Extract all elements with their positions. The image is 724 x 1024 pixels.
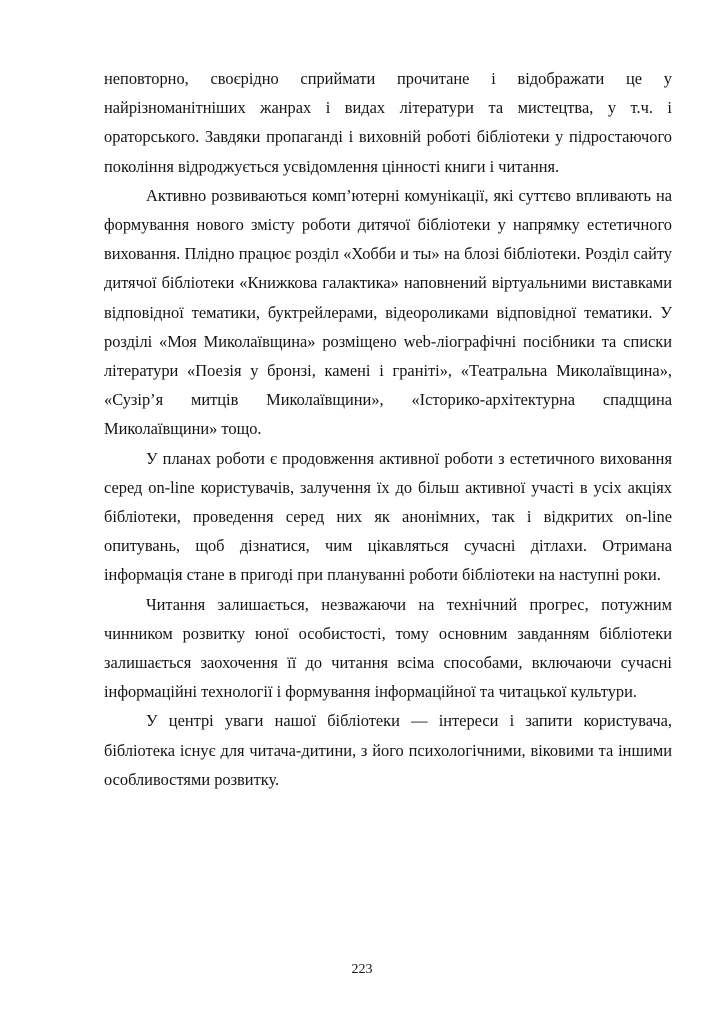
paragraph-continuation: неповторно, своєрідно сприймати прочитане і відображати це у найрізноманітніших жанрах і видах літератури та мистецтва, у т.ч. і ораторського. Завдяки пропаганді і виховній роботі бібліотеки у підростаючого покоління відроджується усвідомлення цінності книги і читання. [104,69,672,176]
paragraph-library-focus: У центрі уваги нашої бібліотеки — інтереси і запити користувача, бібліотека існує для читача-дитини, з його психологічними, віковими та іншими особливостями розвитку. [104,711,672,789]
paragraph-reading-importance: Читання залишається, незважаючи на технічний прогрес, потужним чинником розвитку юної особистості, тому основним завданням бібліотеки залишається заохочення її до читання всіма способами, включаючи сучасні інформаційні технології і формування інформаційної та читацької культури. [104,594,672,702]
paragraph-work-plans: У планах роботи є продовження активної роботи з естетичного виховання серед on-line користувачів, залучення їх до більш активної участі в усіх акціях бібліотеки, проведення серед них як анонімних, так і відкритих on-line опитувань, щоб дізнатися, чим цікавляться сучасні дітлахи. Отримана інформація стане в пригоді при плануванні роботи бібліотеки на наступні роки. [104,448,672,585]
paragraph-computer-communications: Активно розвиваються комп’ютерні комунікації, які суттєво впливають на формування нового змісту роботи дитячої бібліотеки у напрямку естетичного виховання. Плідно працює розділ «Хобби и ты» на блозі бібліотеки. Розділ сайту дитячої бібліотеки «Книжкова галактика» наповнений віртуальними виставками відповідної тематики, буктрейлерами, відеороликами відповідної тематики. У розділі «Моя Миколаївщина» розміщено web-ліографічні посібники та списки літератури «Поезія у бронзі, камені і граніті», «Театральна Миколаївщина», «Сузір’я митців Миколаївщини», «Історико-архітектурна спадщина Миколаївщини» тощо. [104,185,672,439]
page-body [104,64,672,794]
page-number: 223 [351,962,373,977]
